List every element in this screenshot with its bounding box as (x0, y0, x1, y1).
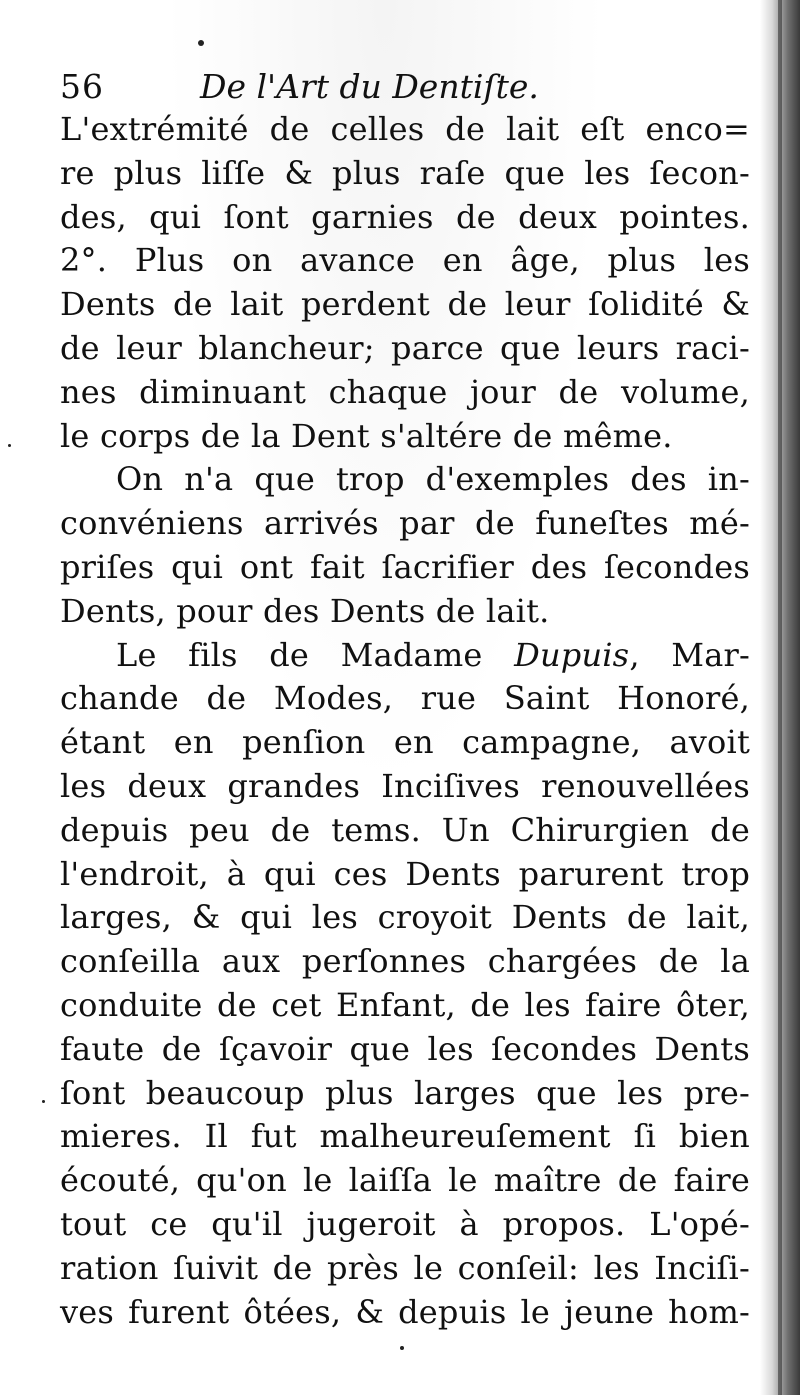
text-line: de leur blancheur; parce que leurs raci- (60, 328, 750, 367)
ink-speck (400, 1346, 404, 1350)
text-line: nes diminuant chaque jour de volume, (60, 372, 750, 411)
text-line: faute de ſçavoir que les ſecondes Dents (60, 1029, 750, 1068)
text-line: Dents de lait perdent de leur ſolidité & (60, 285, 750, 324)
text-line: priſes qui ont fait ſacrifier des ſecondes (60, 547, 750, 586)
text-line: conduite de cet Enfant, de les faire ôter, (60, 985, 750, 1024)
text-line: le corps de la Dent s'altére de même. (60, 416, 673, 455)
text-line: depuis peu de tems. Un Chirurgien de (60, 810, 750, 849)
text-line: ration ſuivit de près le conſeil: les Inciſi- (60, 1248, 750, 1287)
text-line: des, qui ſont garnies de deux pointes. (60, 197, 750, 236)
text-line: 2°. Plus on avance en âge, plus les (60, 241, 750, 280)
body-text (60, 108, 750, 1334)
text-line: convéniens arrivés par de funeſtes mé- (60, 504, 750, 543)
italic-name: Dupuis (514, 635, 630, 674)
text-line: ſont beaucoup plus larges que les pre- (60, 1073, 750, 1112)
text-line: chande de Modes, rue Saint Honoré, (60, 679, 750, 718)
text-line: étant en penſion en campagne, avoit (60, 723, 750, 762)
running-title: De l'Art du Dentiſte. (200, 67, 539, 106)
text-line: On n'a que trop d'exemples des in- (116, 460, 750, 499)
text-line: ves furent ôtées, & depuis le jeune hom- (60, 1292, 750, 1331)
text-line: L'extrémité de celles de lait eſt enco= (60, 110, 750, 148)
text-line: l'endroit, à qui ces Dents parurent trop (60, 854, 750, 893)
ink-speck (42, 1100, 45, 1103)
ink-speck (8, 444, 11, 447)
text-line: écouté, qu'on le laiſſa le maître de faire (60, 1161, 750, 1200)
page-header (60, 62, 750, 112)
page-number: 56 (60, 67, 104, 106)
text-line: re plus liſſe & plus raſe que les ſecon- (60, 153, 750, 192)
text-line: mieres. Il fut malheureuſement ſi bien (60, 1117, 750, 1156)
text-segment: Le fils de Madame (116, 635, 515, 674)
text-line (60, 634, 750, 678)
ink-speck (198, 40, 204, 46)
text-line: tout ce qu'il jugeroit à propos. L'opé- (60, 1204, 750, 1243)
text-line: conſeilla aux perſonnes chargées de la (60, 942, 750, 981)
text-segment: , Mar- (629, 635, 751, 674)
text-line: larges, & qui les croyoit Dents de lait, (60, 898, 750, 937)
text-line: les deux grandes Inciſives renouvellées (60, 766, 750, 805)
book-gutter-edge (760, 0, 800, 1395)
text-line: Dents, pour des Dents de lait. (60, 591, 550, 630)
